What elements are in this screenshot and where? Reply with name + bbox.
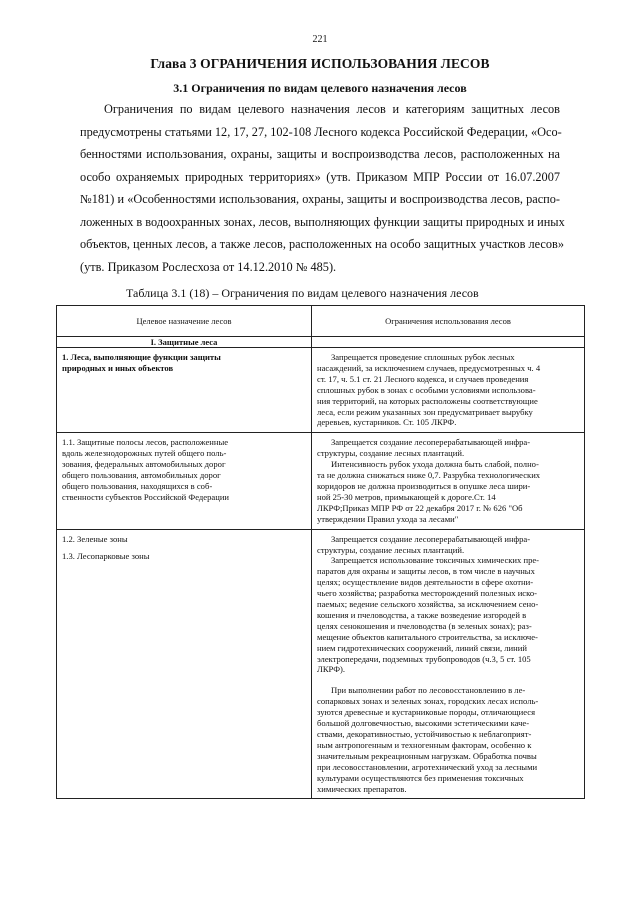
restrictions-cell [312, 529, 585, 799]
purpose-cell [57, 433, 312, 529]
restriction-line: Запрещается проведение сплошных рубок лесных [331, 352, 515, 362]
intro-line: (утв. Приказом Рослесхоза от 14.12.2010 № 485). [80, 259, 337, 274]
intro-line: объектов, ценных лесов, а также лесов, расположенных на особо защитных участков лесов» [80, 237, 564, 251]
restriction-line: Запрещается использование токсичных химических пре- [331, 555, 540, 566]
restriction-line: насаждений, за исключением случаев, предусмотренных ч. 4 [317, 362, 541, 373]
table-row [57, 348, 585, 433]
restriction-line: кошения и пчеловодства, а также возведение изгородей в [317, 609, 527, 620]
page-number: 221 [312, 34, 328, 45]
intro-line: Ограничения по видам целевого назначения лесов и категориям защитных лесов [104, 102, 560, 116]
purpose-line: 1.1. Защитные полосы лесов, расположенные [62, 437, 229, 448]
purpose-line: ственности субъектов Российской Федерации [62, 491, 230, 502]
purpose-line: 1.2. Зеленые зоны [62, 533, 128, 544]
restriction-line: зуются древесные и кустарниковые породы, отличающиеся [317, 707, 536, 718]
restriction-line: ния территорий, на которых расположены соответствующие [317, 395, 538, 406]
header-purpose: Целевое назначение лесов [57, 306, 312, 337]
restriction-line: сплошных рубок в зонах с особыми условиями использова- [317, 384, 536, 395]
restriction-line: химических препаратов. [317, 783, 407, 794]
header-restrictions: Ограничения использования лесов [312, 306, 585, 337]
purpose-line: общего пользования, автомобильных дорог [62, 470, 221, 481]
restrictions-cell [312, 433, 585, 529]
purpose-line: 1.3. Лесопарковые зоны [62, 550, 150, 561]
table-row [57, 529, 585, 799]
table-header-row [57, 306, 585, 337]
chapter-title: Глава 3 ОГРАНИЧЕНИЯ ИСПОЛЬЗОВАНИЯ ЛЕСОВ [150, 56, 490, 71]
section-empty-cell [312, 337, 585, 348]
restriction-line: паемых; ведение сельского хозяйства, за исключением сено- [317, 599, 539, 610]
restriction-line: культурами осуществляются без применения токсичных [317, 772, 524, 783]
restriction-line: Запрещается создание лесоперерабатывающей инфра- [331, 533, 531, 544]
restriction-line: при лесовосстановлении, агротехнический уход за лесными [317, 761, 538, 772]
restriction-line: ст. 17, ч. 5.1 ст. 21 Лесного кодекса, и случаев проведения [317, 373, 529, 384]
section-row [57, 337, 585, 348]
purpose-line: природных и иных объектов [62, 362, 174, 373]
restriction-line: структуры, создание лесных плантаций. [317, 544, 465, 555]
table-row [57, 433, 585, 529]
restriction-line: паратов для охраны и защиты лесов, в том числе в научных [317, 566, 535, 577]
purpose-line: вдоль железнодорожных путей общего поль- [62, 448, 227, 459]
restriction-line: электропередачи, подземных трубопроводов (ч.3, 5 ст. 105 [317, 653, 531, 664]
restrictions-cell [312, 348, 585, 433]
section-title: 3.1 Ограничения по видам целевого назначения лесов [173, 81, 467, 95]
restriction-line: деревьев, кустарников. Ст. 105 ЛКРФ. [317, 417, 457, 428]
restriction-line: целях; осуществление видов деятельности в сфере охотни- [317, 577, 534, 588]
restriction-line: утверждении Правил ухода за лесами" [317, 513, 459, 524]
restriction-line: чьего хозяйства; разработка месторождений полезных иско- [317, 588, 538, 599]
purpose-line: 1. Леса, выполняющие функции защиты [62, 352, 221, 362]
intro-line: №181) и «Особенностями использования, охраны, защиты и воспроизводства лесов, распо- [80, 192, 560, 206]
restriction-line: ствами, декоративностью, устойчивостью к неблагоприят- [317, 729, 532, 739]
restriction-line: та не должна снижаться ниже 0,7. Разрубка технологических [317, 470, 541, 481]
restriction-line: сопарковых зонах и зеленых зонах, городских лесах исполь- [317, 696, 539, 707]
restriction-line: леса, если режим указанных зон предусматривает вырубку [317, 406, 533, 417]
purpose-cell [57, 529, 312, 799]
purpose-line: зования, федеральных автомобильных дорог [62, 459, 226, 470]
restriction-line: ЛКРФ). [317, 664, 345, 675]
intro-line: предусмотрены статьями 12, 17, 27, 102-108 Лесного кодекса Российской Федерации, «Осо- [80, 124, 562, 139]
restriction-line: целях сенокошения и пчеловодства (в зеленых зонах); раз- [317, 620, 532, 631]
section-cell: I. Защитные леса [57, 337, 312, 348]
intro-line: бенностями использования, охраны, защиты и воспроизводства лесов, расположенных на [80, 147, 560, 161]
intro-line: ложенных в водоохранных зонах, лесов, выполняющих функции защиты природных и иных [80, 214, 565, 229]
restriction-line: значительным рекреационным нагрузкам. Обработка почвы [317, 750, 537, 761]
intro-paragraph [80, 98, 565, 278]
restriction-line: мещение объектов капитального строительства, за исключе- [317, 631, 538, 642]
table-caption: Таблица 3.1 (18) – Ограничения по видам целевого назначения лесов [126, 286, 479, 300]
restriction-line: нием гидротехнических сооружений, линий связи, линий [317, 642, 527, 653]
restriction-line: большой долговечностью, высокими эстетическими каче- [317, 718, 530, 729]
purpose-cell [57, 348, 312, 433]
restriction-line: ным антропогенным и техногенным факторам, особенно к [317, 739, 532, 750]
restriction-line: коридоров не должна производиться в опушке леса шири- [317, 480, 531, 491]
restriction-line: ЛКРФ;Приказ МПР РФ от 22 декабря 2017 г. № 626 "Об [317, 502, 523, 513]
restrictions-table [56, 305, 585, 799]
purpose-line: общего пользования, находящихся в соб- [62, 480, 213, 491]
restriction-line: Запрещается создание лесоперерабатывающей инфра- [331, 437, 531, 448]
restriction-line: ной 25-30 метров, примыкающей к дороге.Ст. 14 [317, 491, 496, 502]
intro-line: особо охраняемых природных территориях» (утв. Приказом МПР России от 16.07.2007 [80, 169, 560, 184]
restriction-line: При выполнении работ по лесовосстановлению в ле- [331, 685, 526, 696]
restriction-line: Интенсивность рубок ухода должна быть слабой, полно- [331, 459, 539, 470]
restriction-line: структуры, создание лесных плантаций. [317, 448, 465, 459]
